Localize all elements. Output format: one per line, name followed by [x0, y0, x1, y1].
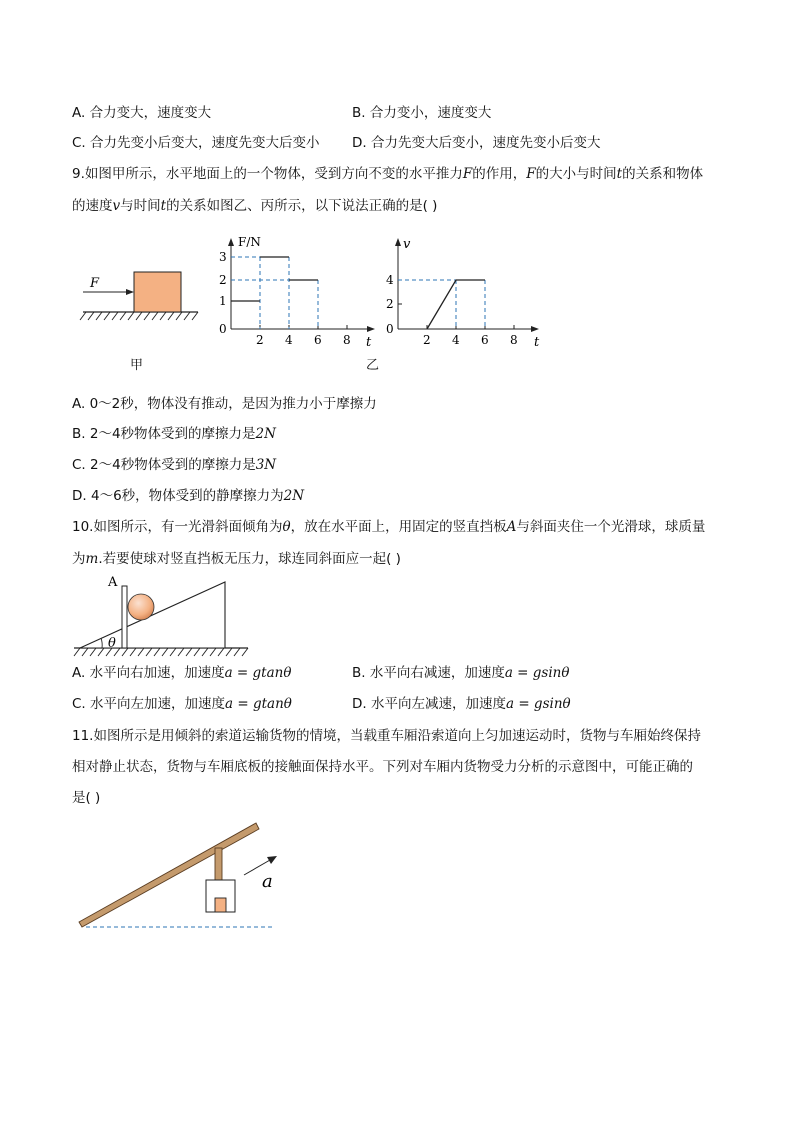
origin-label: 0 [386, 322, 394, 336]
x-tick-label: 2 [423, 333, 431, 347]
x-tick-label: 6 [314, 333, 322, 347]
y-tick-label: 4 [386, 273, 394, 287]
q11-stem-line3: 是( ) [72, 790, 101, 806]
q9-option-b: B. 2～4秒物体受到的摩擦力是2N [72, 426, 276, 442]
angle-label: θ [108, 636, 116, 651]
x-tick-label: 6 [481, 333, 489, 347]
q8-option-c: C. 合力先变小后变大，速度先变大后变小 [72, 135, 320, 151]
block [134, 272, 181, 312]
q9-stem-line1: 9.如图甲所示，水平地面上的一个物体，受到方向不变的水平推力F的作用，F的大小与时间t的关系和物体 [72, 166, 704, 182]
incline [80, 582, 225, 648]
q8-option-b: B. 合力变小，速度变大 [352, 105, 492, 121]
q10-stem-line1: 10.如图所示，有一光滑斜面倾角为θ，放在水平面上，用固定的竖直挡板A与斜面夹住一个光滑球，球质量 [72, 519, 706, 535]
y-tick-label: 1 [219, 294, 227, 308]
board-a [122, 586, 127, 648]
y-tick-label: 2 [386, 297, 394, 311]
y-axis-label: F/N [238, 235, 261, 249]
arrow-icon [126, 289, 134, 295]
origin-label: 0 [219, 322, 227, 336]
x-tick-label: 4 [285, 333, 293, 347]
x-tick-label: 2 [256, 333, 264, 347]
q11-stem-line1: 11.如图所示是用倾斜的索道运输货物的情境，当载重车厢沿索道向上匀加速运动时，货物与车厢始终保持 [72, 728, 701, 744]
q10-option-c: C. 水平向左加速，加速度a = gtanθ [72, 696, 292, 712]
y-tick-label: 2 [219, 273, 227, 287]
q9-force-graph [212, 232, 382, 348]
q10-option-a: A. 水平向右加速，加速度a = gtanθ [72, 665, 292, 681]
x-tick-label: 8 [510, 333, 518, 347]
q9-figure-jia [78, 262, 208, 326]
arrow-icon [267, 856, 277, 864]
hanger-rod [215, 848, 222, 880]
q10-option-b: B. 水平向右减速，加速度a = gsinθ [352, 665, 570, 681]
board-label: A [108, 575, 118, 590]
q9-caption-yi: 乙 [366, 358, 380, 373]
q9-velocity-graph [381, 232, 551, 348]
force-label: F [90, 276, 100, 291]
cargo [215, 898, 226, 912]
q8-option-d: D. 合力先变大后变小，速度先变小后变大 [352, 135, 601, 151]
q9-stem-line2: 的速度v与时间t的关系如图乙、丙所示，以下说法正确的是( ) [72, 198, 438, 214]
ball [128, 594, 154, 620]
y-tick-label: 3 [219, 250, 227, 264]
y-axis-label: v [403, 237, 411, 252]
q9-option-d: D. 4～6秒，物体受到的静摩擦力为2N [72, 488, 305, 504]
q10-figure [72, 572, 252, 660]
q9-option-a: A. 0～2秒，物体没有推动，是因为推力小于摩擦力 [72, 396, 377, 412]
x-axis-label: t [534, 335, 540, 348]
q9-option-c: C. 2～4秒物体受到的摩擦力是3N [72, 457, 277, 473]
x-tick-label: 4 [452, 333, 460, 347]
q8-option-a: A. 合力变大，速度变大 [72, 105, 212, 121]
x-tick-label: 8 [343, 333, 351, 347]
x-axis-label: t [366, 335, 372, 348]
q11-figure [72, 815, 292, 935]
accel-label: a [262, 871, 273, 892]
q9-caption-jia: 甲 [130, 358, 144, 373]
q11-stem-line2: 相对静止状态，货物与车厢底板的接触面保持水平。下列对车厢内货物受力分析的示意图中，可能正确的 [72, 759, 693, 775]
q10-stem-line2: 为m.若要使球对竖直挡板无压力，球连同斜面应一起( ) [72, 551, 401, 567]
q10-option-d: D. 水平向左减速，加速度a = gsinθ [352, 696, 571, 712]
